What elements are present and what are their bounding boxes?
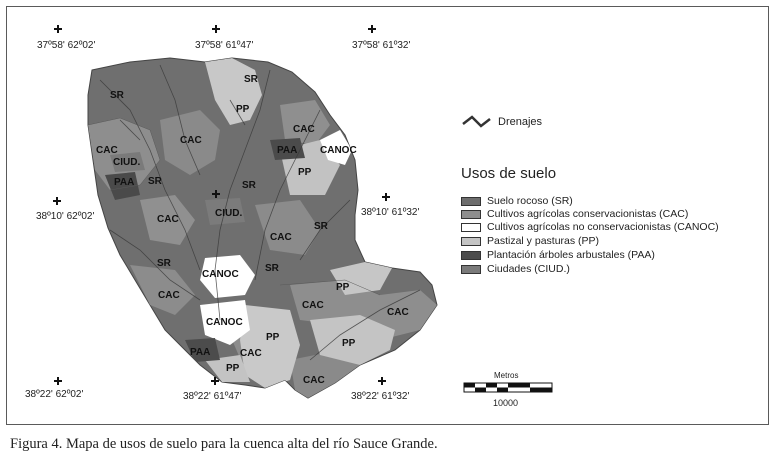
map-zone-label: CAC bbox=[240, 348, 262, 359]
map-zone-label: PP bbox=[226, 363, 240, 374]
legend-item-ciud bbox=[461, 263, 570, 275]
legend-title: Usos de suelo bbox=[461, 165, 557, 182]
map-zone-label: CAC bbox=[302, 300, 324, 311]
legend-item-cac bbox=[461, 208, 688, 220]
coord-label-mw: 38º10' 62º02' bbox=[36, 211, 95, 222]
map-zone-label: PAA bbox=[114, 177, 135, 188]
map-zone-label: CIUD. bbox=[215, 208, 243, 219]
map-zone-label: CAC bbox=[387, 307, 409, 318]
map-zone-label: CANOC bbox=[320, 145, 357, 156]
map-zone-label: PP bbox=[266, 332, 280, 343]
map-zone-label: SR bbox=[148, 176, 162, 187]
legend-swatch bbox=[461, 265, 481, 274]
map-zone-label: PP bbox=[298, 167, 312, 178]
map-zone-label: SR bbox=[314, 221, 328, 232]
map-zone-label: SR bbox=[157, 258, 171, 269]
map-zone-label: SR bbox=[242, 180, 256, 191]
scale-value: 10000 bbox=[493, 398, 519, 408]
figure-caption: Figura 4. Mapa de usos de suelo para la cuenca alta del río Sauce Grande. bbox=[10, 436, 438, 452]
drainage-symbol-icon bbox=[463, 117, 490, 126]
legend-swatch bbox=[461, 237, 481, 246]
map-zone-label: CAC bbox=[158, 290, 180, 301]
map-zone-label: SR bbox=[244, 74, 258, 85]
legend-label: Ciudades (CIUD.) bbox=[487, 263, 570, 275]
map-zone-label: PP bbox=[342, 338, 356, 349]
map-zone-label: CAC bbox=[180, 135, 202, 146]
map-zone-label: CAC bbox=[157, 214, 179, 225]
map-zone-label: CAC bbox=[293, 124, 315, 135]
map-zone-label: PAA bbox=[277, 145, 298, 156]
scale-title: Metros bbox=[494, 371, 519, 380]
coord-label-nw: 37º58' 62º02' bbox=[37, 40, 96, 51]
coord-label-sc: 38º22' 61º47' bbox=[183, 391, 242, 402]
legend-item-pp bbox=[461, 235, 599, 247]
map-zone-label: CANOC bbox=[202, 269, 239, 280]
coord-label-se: 38º22' 61º32' bbox=[351, 391, 410, 402]
legend-item-canoc bbox=[461, 221, 719, 233]
coord-label-sw: 38º22' 62º02' bbox=[25, 389, 84, 400]
coord-label-nc: 37º58' 61º47' bbox=[195, 40, 254, 51]
legend-swatch bbox=[461, 197, 481, 206]
map-zone-label: CANOC bbox=[206, 317, 243, 328]
zone-pp-south-center bbox=[240, 305, 300, 388]
scale-bar bbox=[464, 383, 552, 392]
legend-swatch bbox=[461, 251, 481, 260]
map-zone-label: PP bbox=[236, 104, 250, 115]
map-zone-label: PP bbox=[336, 282, 350, 293]
legend-drainage-label: Drenajes bbox=[498, 116, 543, 128]
map-zone-label: CAC bbox=[270, 232, 292, 243]
legend-swatch bbox=[461, 223, 481, 232]
coord-label-me: 38º10' 61º32' bbox=[361, 207, 420, 218]
legend-label: Suelo rocoso (SR) bbox=[487, 195, 573, 207]
legend-swatch bbox=[461, 210, 481, 219]
map-zone-label: SR bbox=[265, 263, 279, 274]
coord-label-ne: 37º58' 61º32' bbox=[352, 40, 411, 51]
map-zone-label: PAA bbox=[190, 347, 211, 358]
legend-label: Plantación árboles arbustales (PAA) bbox=[487, 249, 655, 261]
legend-label: Cultivos agrícolas conservacionistas (CAC) bbox=[487, 208, 689, 220]
map-zone-label: CIUD. bbox=[113, 157, 141, 168]
legend-label: Cultivos agrícolas no conservacionistas (CANOC) bbox=[487, 221, 719, 233]
map-zone-label: SR bbox=[110, 90, 124, 101]
legend-item-sr bbox=[461, 195, 573, 207]
legend-label: Pastizal y pasturas (PP) bbox=[487, 235, 600, 247]
map-zone-label: CAC bbox=[303, 375, 325, 386]
map-zone-label: CAC bbox=[96, 145, 118, 156]
legend-item-paa bbox=[461, 249, 655, 261]
